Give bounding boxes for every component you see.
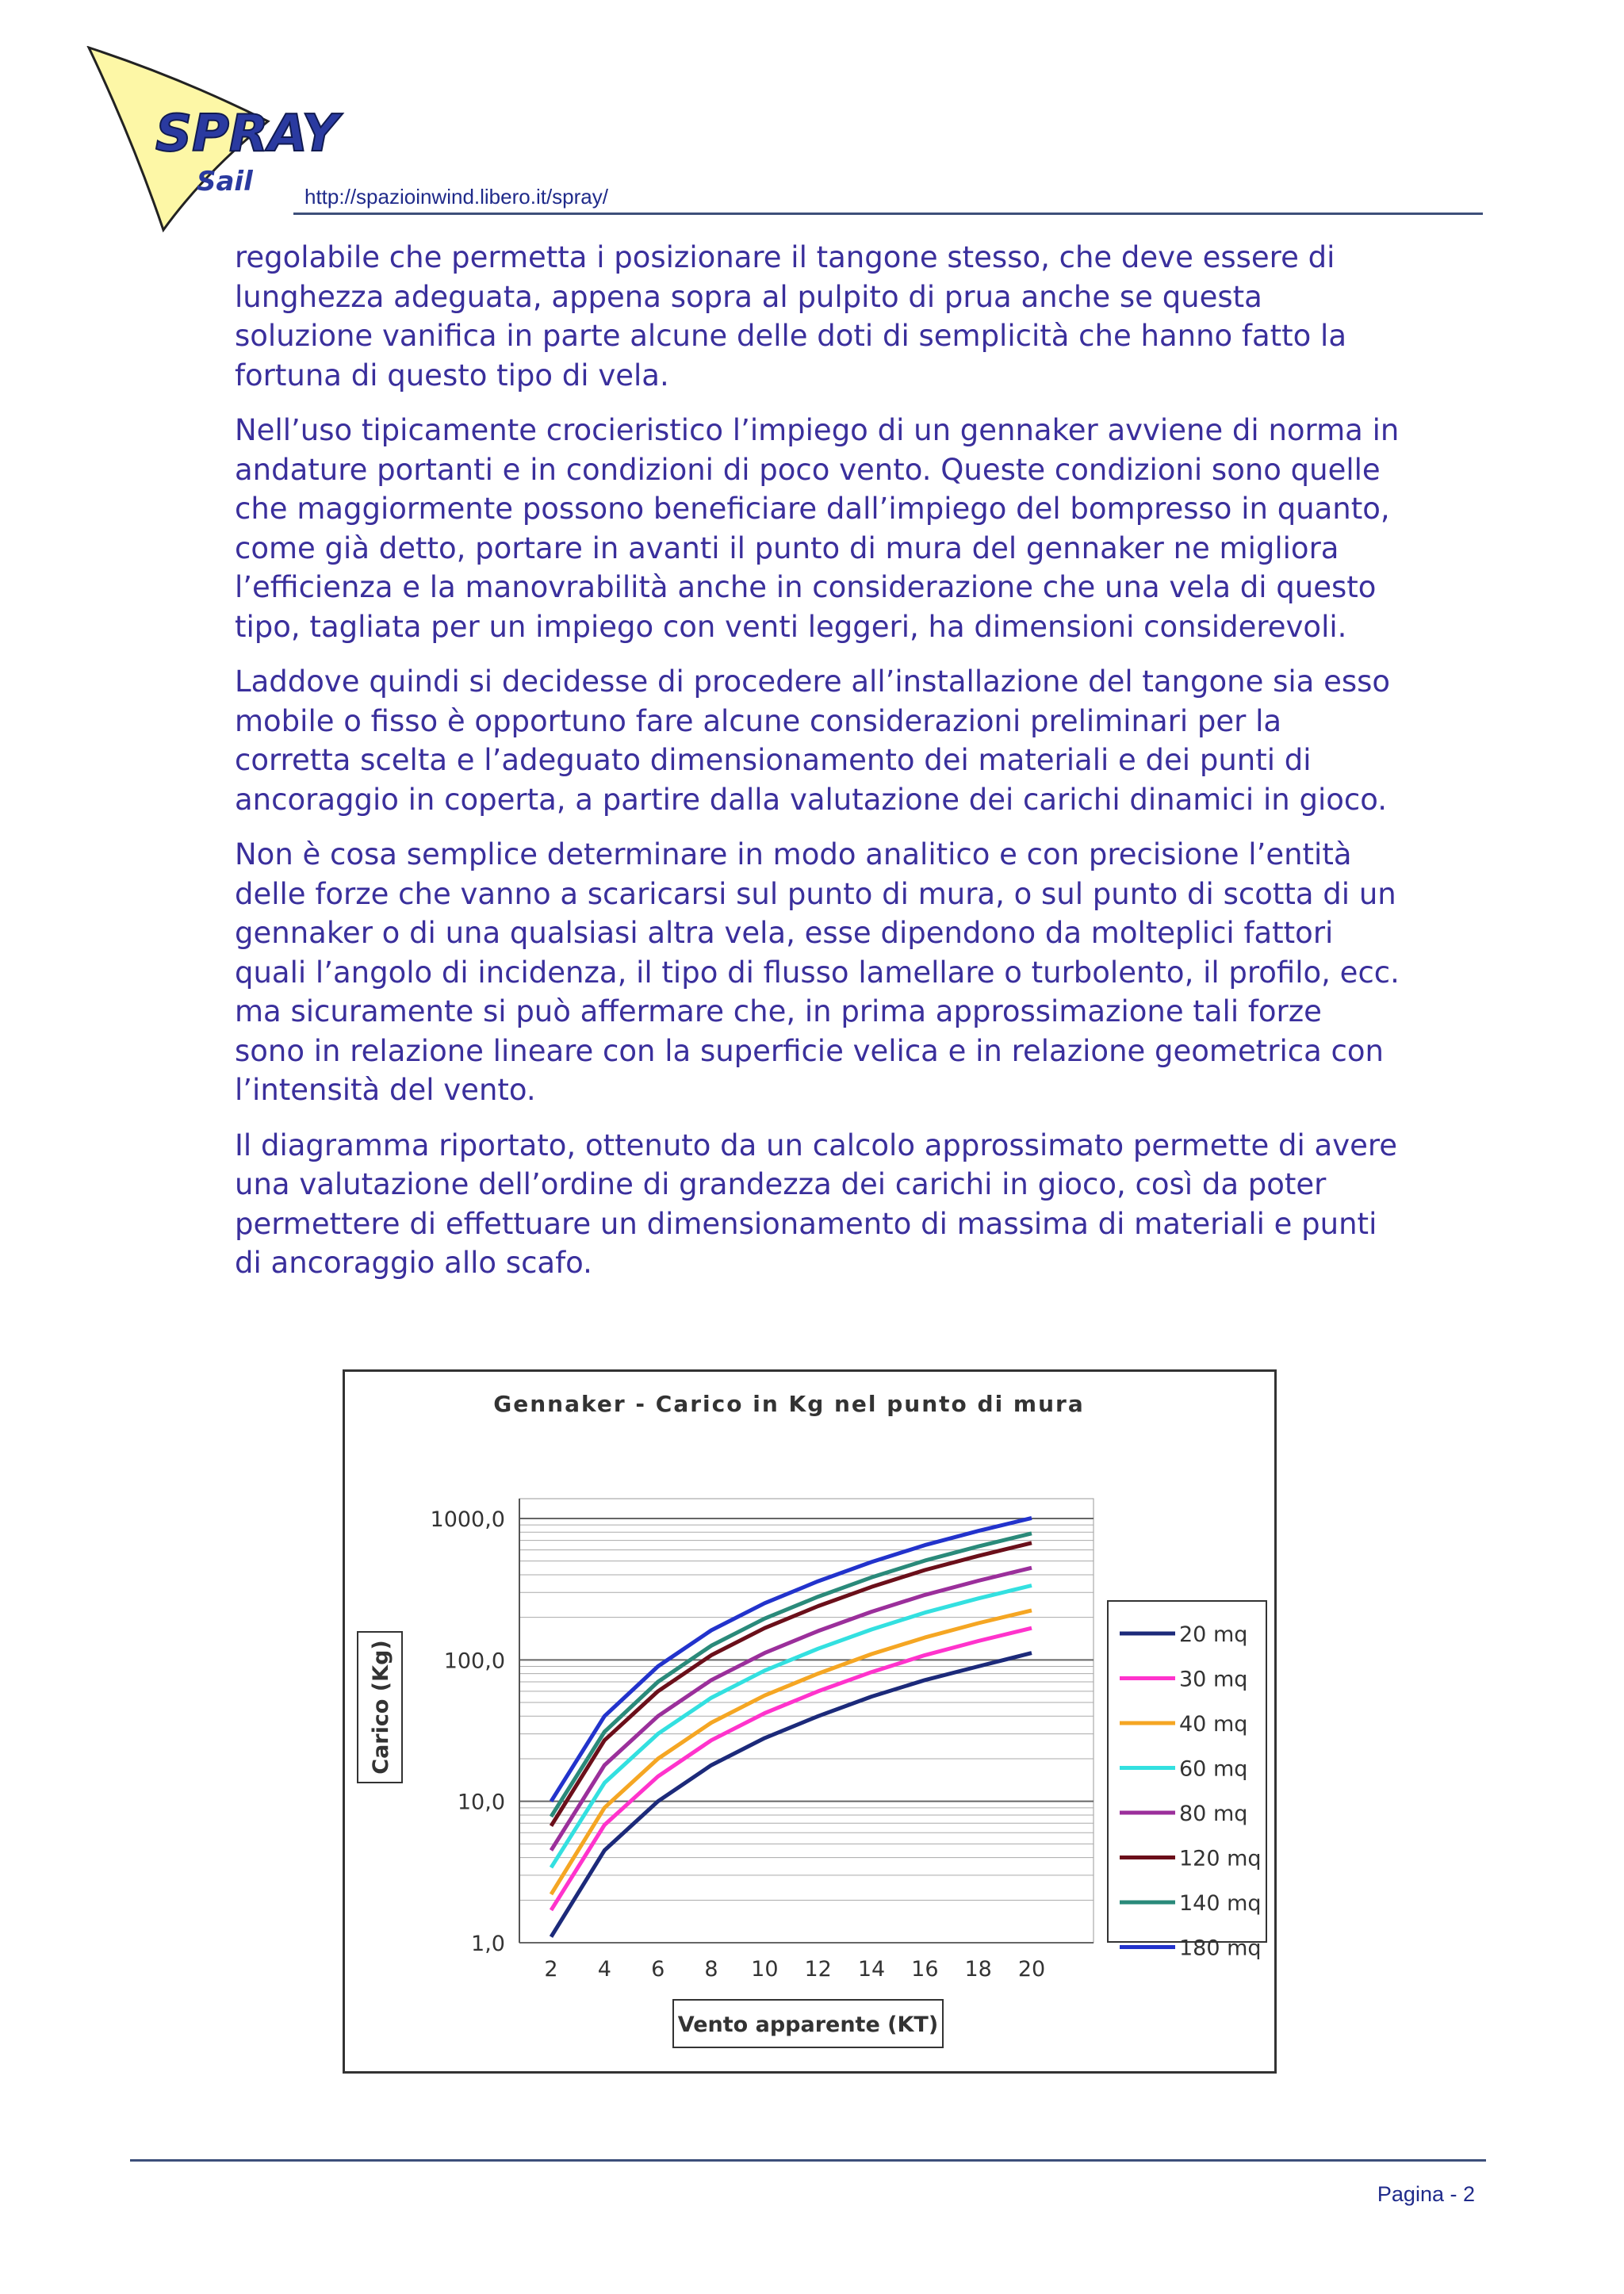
legend-label: 120 mq — [1179, 1846, 1262, 1871]
x-tick-label: 18 — [964, 1957, 992, 1982]
body-text — [235, 238, 1400, 1299]
header-rule — [293, 213, 1483, 215]
y-tick-label: 1,0 — [471, 1932, 505, 1956]
svg-text:SPRAY: SPRAY — [155, 105, 339, 163]
x-tick-label: 14 — [857, 1957, 886, 1982]
y-axis-label: Carico (Kg) — [369, 1640, 393, 1775]
paragraph: Laddove quindi si decidesse di procedere all’installazione del tangone sia esso mobile o fisso è opportuno fare alcune considerazioni preliminari per la corretta scelta e l’adeguato dimensionamento dei materiali e dei punti di ancoraggio in coperta, a partire dalla valutazione dei carichi dinamici in gioco. — [235, 664, 1391, 817]
x-tick-label: 16 — [911, 1957, 939, 1982]
y-tick-label: 100,0 — [443, 1649, 505, 1674]
legend-label: 60 mq — [1179, 1756, 1248, 1782]
x-tick-label: 20 — [1017, 1957, 1046, 1982]
paragraph: Il diagramma riportato, ottenuto da un calcolo approssimato permette di avere una valutazione dell’ordine di grandezza dei carichi in gioco, così da poter permettere di effettuare un dimensionamento di massima di materiali e punti di ancoraggio allo scafo. — [235, 1128, 1398, 1280]
legend-label: 180 mq — [1179, 1936, 1262, 1961]
x-tick-label: 2 — [544, 1957, 558, 1982]
site-url: http://spazioinwind.libero.it/spray/ — [304, 185, 608, 209]
svg-text:Sail: Sail — [197, 166, 253, 197]
footer-rule — [130, 2159, 1486, 2162]
legend-label: 80 mq — [1179, 1802, 1248, 1826]
load-chart — [343, 1369, 1277, 2074]
chart-canvas — [345, 1372, 1274, 2071]
paragraph: Non è cosa semplice determinare in modo analitico e con precisione l’entità delle forze che vanno a scaricarsi sul punto di mura, o sul punto di scotta di un gennaker o di una qualsiasi altra vela, esse dipendono da molteplici fattori quali l’angolo di incidenza, il tipo di flusso lamellare o turbolento, il profilo, ecc. ma sicuramente si può affermare che, in prima approssimazione tali forze sono in relazione lineare con la superficie velica e in relazione geometrica con l’intensità del vento. — [235, 837, 1400, 1107]
x-tick-label: 6 — [651, 1957, 665, 1982]
x-tick-label: 4 — [597, 1957, 611, 1982]
y-tick-label: 1000,0 — [430, 1507, 505, 1532]
legend-label: 30 mq — [1179, 1667, 1248, 1692]
chart-title: Gennaker - Carico in Kg nel punto di mura — [493, 1391, 1085, 1417]
y-tick-label: 10,0 — [457, 1790, 505, 1815]
x-tick-label: 8 — [704, 1957, 718, 1982]
paragraph: Nell’uso tipicamente crocieristico l’impiego di un gennaker avviene di norma in andature portanti e in condizioni di poco vento. Queste condizioni sono quelle che maggiormente possono beneficiare dall’impiego del bompresso in quanto, come già detto, portare in avanti il punto di mura del gennaker ne migliora l’efficienza e la manovrabilità anche in considerazione che una vela di questo tipo, tagliata per un impiego con venti leggeri, ha dimensioni considerevoli. — [235, 413, 1400, 644]
x-tick-label: 10 — [751, 1957, 779, 1982]
x-axis-label: Vento apparente (KT) — [677, 2013, 939, 2037]
x-tick-label: 12 — [804, 1957, 832, 1982]
paragraph: regolabile che permetta i posizionare il tangone stesso, che deve essere di lunghezza adeguata, appena sopra al pulpito di prua anche se questa soluzione vanifica in parte alcune delle doti di semplicità che hanno fatto la fortuna di questo tipo di vela. — [235, 240, 1346, 393]
legend-label: 140 mq — [1179, 1891, 1262, 1916]
page-number: Pagina - 2 — [1377, 2182, 1475, 2206]
legend-label: 20 mq — [1179, 1622, 1248, 1647]
legend-label: 40 mq — [1179, 1712, 1248, 1737]
